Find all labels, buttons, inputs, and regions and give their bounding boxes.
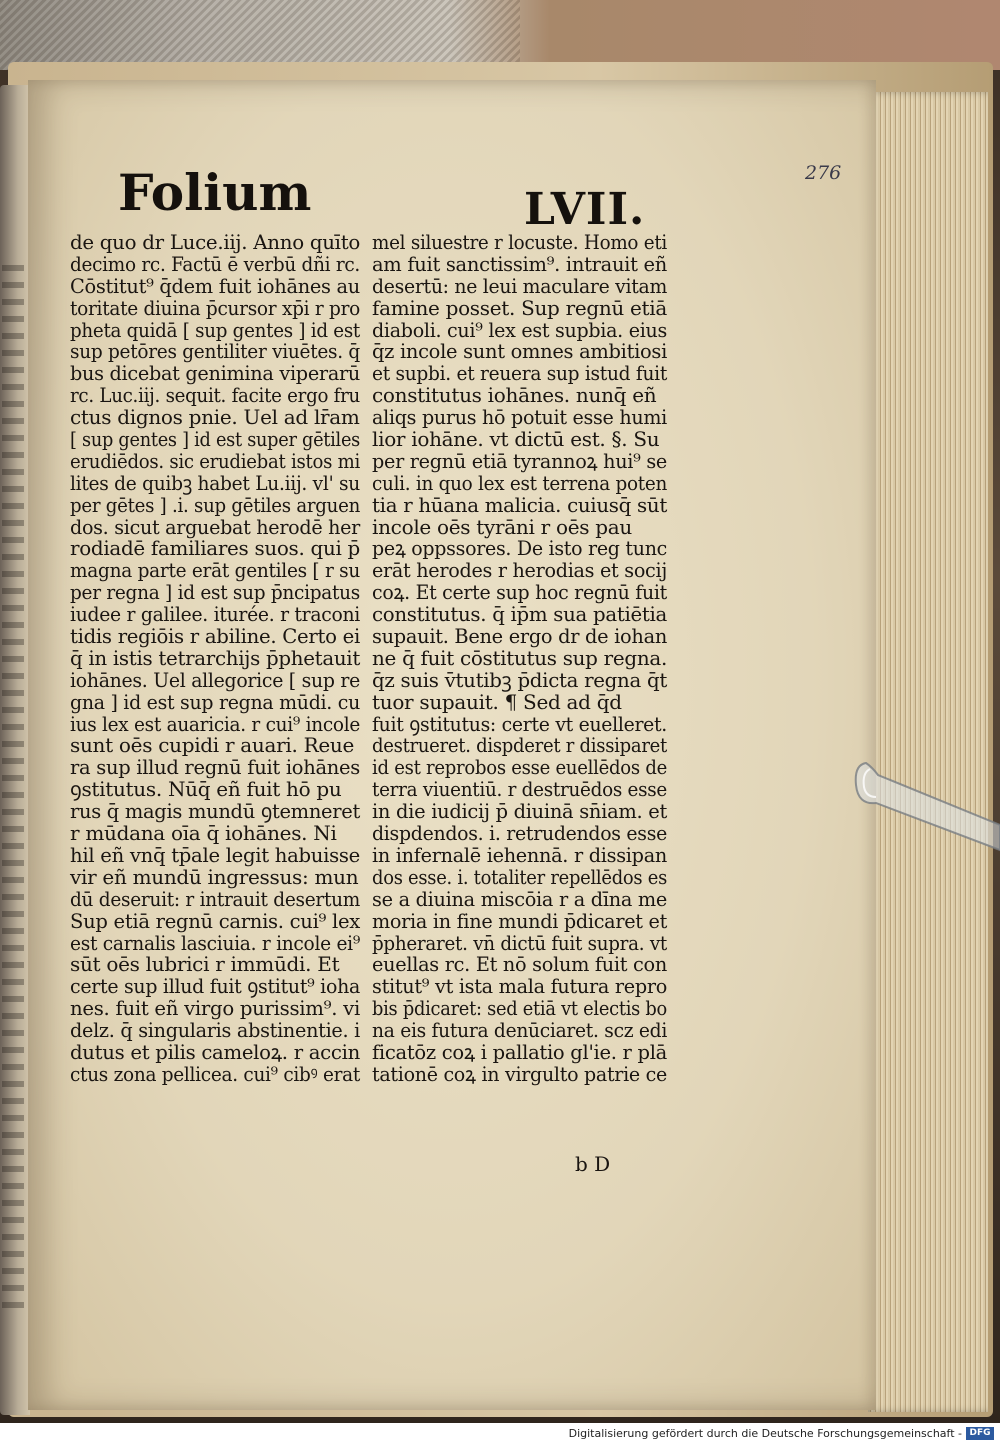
text-line: incole oēs tyrāni r oēs pau bbox=[372, 514, 632, 539]
text-line: magna parte erāt gentiles [ r su bbox=[70, 558, 360, 583]
text-line: ra sup illud regnū fuit iohānes bbox=[70, 755, 360, 780]
text-line: r mūdana oīa q̄ iohānes. Ni bbox=[70, 821, 337, 846]
text-line: bus dicebat genimina viperarū bbox=[70, 361, 360, 386]
page-fore-edge bbox=[868, 92, 988, 1412]
text-line: sunt oēs cupidi r auari. Reue bbox=[70, 733, 354, 758]
text-line: per regnū etiā tyrannoꝝ hui⁹ se bbox=[372, 448, 667, 473]
text-line: decimo rc. Factū ē verbū dñi rc. bbox=[70, 251, 360, 276]
text-line: certe sup illud fuit ꝯstitut⁹ ioha bbox=[70, 974, 360, 999]
text-line: fuit ꝯstitutus: certe vt euelleret. bbox=[372, 711, 667, 736]
text-line: bis p̄dicaret: sed etiā vt electis bo bbox=[372, 996, 667, 1021]
text-line: aliqs purus hō potuit esse humi bbox=[372, 405, 667, 430]
text-line: q̄z suis v̄tutibꝫ p̄dicta regna q̄t bbox=[372, 667, 667, 692]
text-line: tuor supauit. ¶ Sed ad q̄d bbox=[372, 689, 622, 714]
dfg-logo: DFG bbox=[966, 1427, 994, 1440]
text-line: pheta quidā [ sup gentes ] id est bbox=[70, 317, 360, 342]
text-line: nes. fuit eñ virgo purissim⁹. vi bbox=[70, 996, 360, 1021]
text-column-right bbox=[372, 230, 667, 1086]
text-line: Sup etiā regnū carnis. cui⁹ lex bbox=[70, 908, 360, 933]
text-line: ne q̄ fuit cōstitutus sup regna. bbox=[372, 645, 667, 670]
text-line: ctus dignos pnie. Uel ad lr̄am bbox=[70, 405, 360, 430]
handwritten-folio-number: 276 bbox=[805, 162, 842, 184]
text-line: stitut⁹ vt ista mala futura repro bbox=[372, 974, 667, 999]
text-line: sup petōres gentiliter viuētes. q̄ bbox=[70, 339, 360, 364]
text-line: Cōstitut⁹ q̄dem fuit iohānes au bbox=[70, 273, 360, 298]
text-line: terra viuentiū. r destruēdos esse bbox=[372, 777, 667, 802]
text-line: in infernalē iehennā. r dissipan bbox=[372, 842, 667, 867]
text-line: vir eñ mundū ingressus: mun bbox=[70, 864, 359, 889]
text-line: iudee r galilee. iturée. r traconi bbox=[70, 602, 360, 627]
text-line: q̄ in istis tetrarchijs p̄phetauit bbox=[70, 645, 360, 670]
text-line: est carnalis lasciuia. r incole ei⁹ bbox=[70, 930, 360, 955]
footer-bar bbox=[0, 1423, 1000, 1445]
text-line: destrueret. dispderet r dissiparet bbox=[372, 733, 667, 758]
text-line: dutus et pilis cameloꝝ. r accin bbox=[70, 1039, 360, 1064]
cloth-texture bbox=[0, 0, 520, 70]
header-folio-numeral: LVII. bbox=[524, 184, 646, 235]
text-line: dos esse. i. totaliter repellēdos es bbox=[372, 864, 667, 889]
text-line: hil eñ vnq̄ tp̄ale legit habuisse bbox=[70, 842, 360, 867]
text-line: ficatōz coꝝ i pallatio gl'ie. r plā bbox=[372, 1039, 667, 1064]
page-clip bbox=[848, 755, 1000, 855]
text-line: moria in fine mundi p̄dicaret et bbox=[372, 908, 667, 933]
signature-mark: b D bbox=[575, 1152, 611, 1176]
text-line: gna ] id est sup regna mūdi. cu bbox=[70, 689, 360, 714]
text-column-left bbox=[70, 230, 360, 1086]
text-line: lites de quibꝫ habet Lu.iij. vl' su bbox=[70, 470, 360, 495]
text-line: dos. sicut arguebat herodē her bbox=[70, 514, 360, 539]
text-line: ctus zona pellicea. cui⁹ cibꝰ erat bbox=[70, 1061, 360, 1086]
text-line: se a diuina miscōia r a dīna me bbox=[372, 886, 667, 911]
footer-credit: Digitalisierung gefördert durch die Deutsche Forschungsgemeinschaft - bbox=[568, 1427, 962, 1440]
text-line: euellas rc. Et nō solum fuit con bbox=[372, 952, 667, 977]
text-line: supauit. Bene ergo dr de iohan bbox=[372, 624, 667, 649]
text-line: iohānes. Uel allegorice [ sup re bbox=[70, 667, 360, 692]
text-line: in die iudicij p̄ diuinā sn̄iam. et bbox=[372, 799, 667, 824]
text-line: erāt herodes r herodias et socij bbox=[372, 558, 667, 583]
cloth-cover bbox=[0, 0, 1000, 70]
text-line: tia r hūana malicia. cuiusq̄ sūt bbox=[372, 492, 667, 517]
left-page-edge bbox=[0, 85, 30, 1415]
text-line: na eis futura denūciaret. scz edi bbox=[372, 1018, 667, 1043]
text-line: constitutus iohānes. nunq̄ eñ bbox=[372, 383, 657, 408]
left-page-text-edge bbox=[2, 265, 24, 1315]
text-line: de quo dr Luce.iij. Anno quīto bbox=[70, 230, 360, 254]
text-line: desertū: ne leui maculare vitam bbox=[372, 273, 667, 298]
text-line: q̄z incole sunt omnes ambitiosi bbox=[372, 339, 667, 364]
text-line: id est reprobos esse euellēdos de bbox=[372, 755, 667, 780]
text-line: toritate diuina p̄cursor xp̄i r pro bbox=[70, 295, 360, 320]
text-line: culi. in quo lex est terrena poten bbox=[372, 470, 667, 495]
text-line: am fuit sanctissim⁹. intrauit eñ bbox=[372, 251, 667, 276]
text-line: tationē coꝝ in virgulto patrie ce bbox=[372, 1061, 667, 1086]
text-line: rodiadē familiares suos. qui p̄ bbox=[70, 536, 360, 561]
text-line: delz. q̄ singularis abstinentie. i bbox=[70, 1018, 360, 1043]
text-line: erudiēdos. sic erudiebat istos mi bbox=[70, 448, 360, 473]
text-line: constitutus. q̄ ip̄m sua patiētia bbox=[372, 602, 667, 627]
text-line: rc. Luc.iij. sequit. facite ergo fru bbox=[70, 383, 360, 408]
text-line: ius lex est auaricia. r cui⁹ incole bbox=[70, 711, 360, 736]
header-folium: Folium bbox=[118, 163, 312, 222]
text-line: dū deseruit: r intrauit desertum bbox=[70, 886, 360, 911]
text-line: [ sup gentes ] id est super gētiles bbox=[70, 427, 360, 452]
text-line: et supbi. et reuera sup istud fuit bbox=[372, 361, 667, 386]
text-line: mel siluestre r locuste. Homo eti bbox=[372, 230, 667, 254]
text-line: lior iohāne. vt dictū est. §. Su bbox=[372, 427, 660, 452]
text-line: ꝯstitutus. Nūq̄ eñ fuit hō pu bbox=[70, 777, 342, 802]
text-line: tidis regiōis r abiline. Certo ei bbox=[70, 624, 360, 649]
text-line: diaboli. cui⁹ lex est supbia. eius bbox=[372, 317, 667, 342]
text-line: peꝝ oppssores. De isto reg tunc bbox=[372, 536, 667, 561]
text-line: p̄pheraret. vn̄ dictū fuit supra. vt bbox=[372, 930, 667, 955]
text-line: per gētes ] .i. sup gētiles arguen bbox=[70, 492, 360, 517]
text-line: rus q̄ magis mundū ꝯtemneret bbox=[70, 799, 360, 824]
text-line: sūt oēs lubrici r immūdi. Et bbox=[70, 952, 340, 977]
text-line: coꝝ. Et certe sup hoc regnū fuit bbox=[372, 580, 667, 605]
text-line: per regna ] id est sup p̄ncipatus bbox=[70, 580, 360, 605]
text-line: dispdendos. i. retrudendos esse bbox=[372, 821, 667, 846]
text-line: famine posset. Sup regnū etiā bbox=[372, 295, 667, 320]
